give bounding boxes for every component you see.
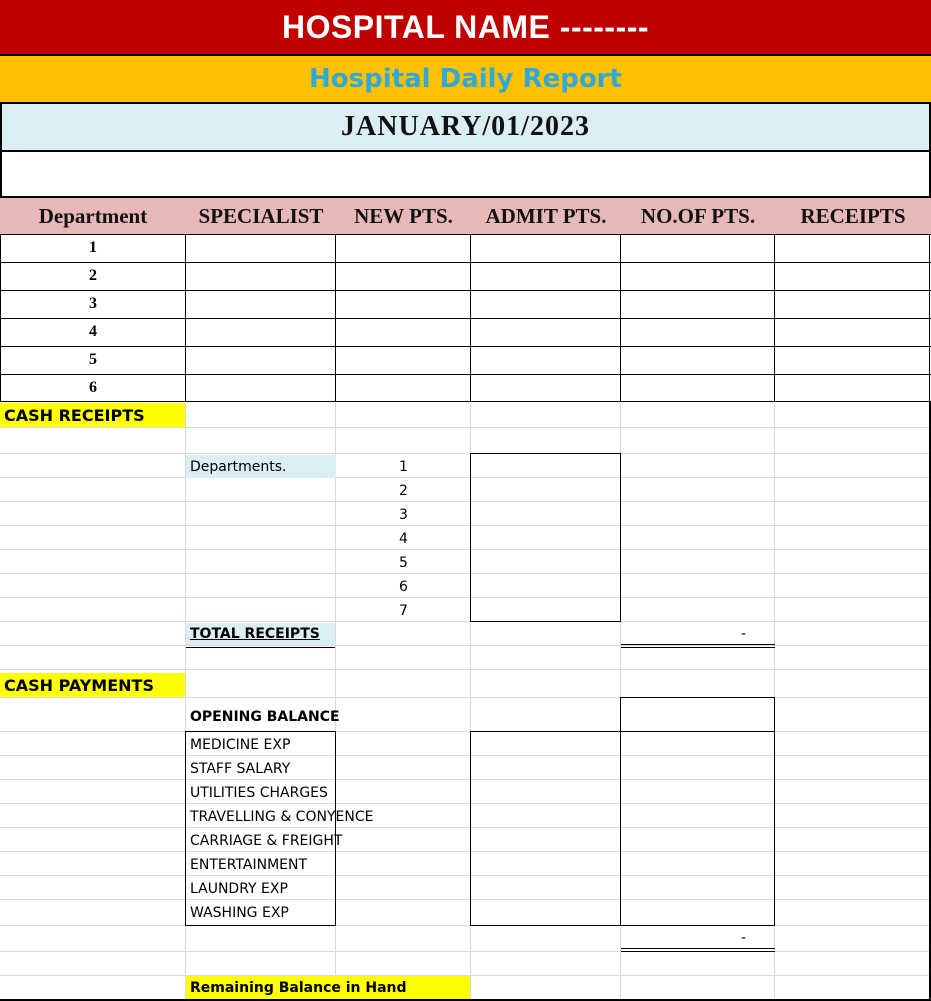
expenses-amount-box — [620, 731, 621, 926]
cash-payments-label: CASH PAYMENTS — [0, 673, 185, 697]
column-header-new-pts: NEW PTS. — [336, 198, 471, 234]
grid-line — [0, 899, 931, 900]
double-underline — [621, 951, 775, 952]
department-number: 5 — [399, 555, 408, 571]
column-header-specialist: SPECIALIST — [186, 198, 336, 234]
department-row-number: 4 — [89, 323, 97, 340]
column-header-no-of-pts: NO.OF PTS. — [621, 198, 775, 234]
department-number: 7 — [399, 603, 408, 619]
department-row-number: 1 — [89, 239, 97, 256]
expenses-amount-box — [774, 731, 775, 926]
expense-item: STAFF SALARY — [190, 761, 291, 777]
total-receipts-value — [621, 623, 865, 645]
opening-balance-label: OPENING BALANCE — [190, 709, 340, 725]
grid-line — [0, 803, 931, 804]
department-number: 3 — [399, 507, 408, 523]
department-number: 2 — [399, 483, 408, 499]
expense-item: CARRIAGE & FREIGHT — [190, 833, 343, 849]
department-row-number: 6 — [89, 379, 97, 396]
receipts-box-border — [470, 453, 621, 454]
expense-item: UTILITIES CHARGES — [190, 785, 328, 801]
department-row-number: 3 — [89, 295, 97, 312]
total-receipts-dash: - — [741, 626, 747, 642]
receipts-box-border — [470, 621, 621, 622]
grid-line — [0, 645, 931, 646]
department-row-number: 5 — [89, 351, 97, 368]
expense-item: TRAVELLING & CONYENCE — [190, 809, 374, 825]
receipts-box-border — [620, 453, 621, 622]
report-title-banner — [0, 56, 931, 104]
grid-line — [0, 669, 931, 670]
grid-line — [0, 827, 931, 828]
grid-line — [0, 779, 931, 780]
opening-balance-box — [620, 697, 621, 732]
report-date-banner — [0, 104, 931, 152]
expense-item: ENTERTAINMENT — [190, 857, 308, 873]
expenses-amount-box — [470, 925, 621, 926]
grid-line — [0, 925, 931, 926]
expenses-box — [185, 925, 336, 926]
column-header-department: Department — [0, 198, 186, 234]
total-receipts-label: TOTAL RECEIPTS — [186, 623, 335, 645]
grid-line — [0, 851, 931, 852]
grid-line — [0, 951, 931, 952]
department-number: 6 — [399, 579, 408, 595]
expenses-amount-box — [620, 731, 775, 732]
column-header-receipts: RECEIPTS — [775, 198, 931, 234]
grid-line — [0, 453, 931, 454]
column-header-admit-pts: ADMIT PTS. — [471, 198, 621, 234]
hospital-name-banner — [0, 0, 931, 56]
report-date: JANUARY/01/2023 — [341, 111, 590, 142]
department-row-number: 2 — [89, 267, 97, 284]
expense-item: MEDICINE EXP — [190, 737, 291, 753]
double-underline — [621, 647, 775, 648]
grid-line — [0, 427, 931, 428]
cash-receipts-label: CASH RECEIPTS — [0, 403, 185, 427]
remaining-balance-label: Remaining Balance in Hand — [186, 976, 470, 999]
expense-item: LAUNDRY EXP — [190, 881, 288, 897]
report-title: Hospital Daily Report — [309, 64, 622, 94]
department-number: 1 — [399, 459, 408, 475]
hospital-name: HOSPITAL NAME -------- — [281, 8, 650, 45]
expenses-amount-box — [620, 925, 775, 926]
table-border — [0, 150, 2, 202]
total-payments-dash: - — [741, 930, 747, 946]
total-payments-value — [621, 927, 775, 949]
grid-line — [0, 755, 931, 756]
double-underline — [186, 647, 335, 648]
grid-line — [0, 697, 931, 698]
departments-label: Departments. — [186, 455, 336, 478]
expenses-amount-box — [470, 731, 471, 926]
expenses-amount-box — [470, 731, 621, 732]
department-number: 4 — [399, 531, 408, 547]
grid-line — [0, 731, 931, 732]
expenses-box — [185, 731, 336, 732]
opening-balance-box — [774, 697, 775, 732]
opening-balance-box — [620, 697, 775, 698]
grid-line — [0, 875, 931, 876]
expense-item: WASHING EXP — [190, 905, 289, 921]
